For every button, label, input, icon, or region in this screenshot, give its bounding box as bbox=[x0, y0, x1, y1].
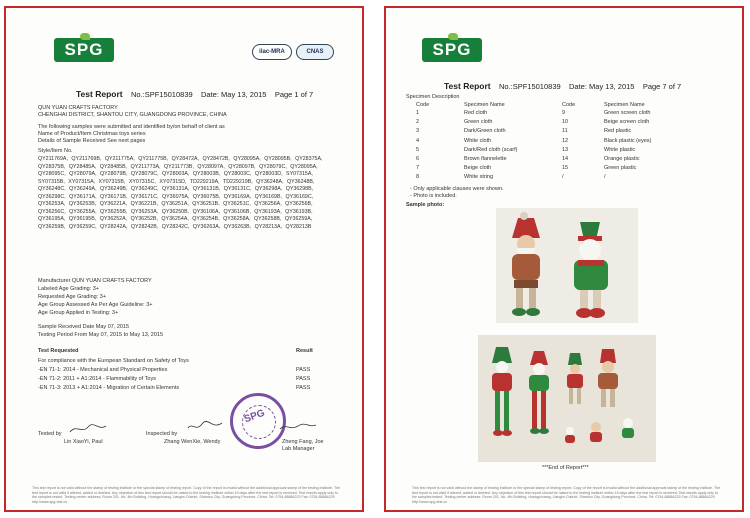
specimen-code: 7 bbox=[416, 165, 420, 172]
received-date: Sample Received Date May 07, 2015 bbox=[38, 324, 130, 330]
test-row: -EN 71-2: 2011 + A1:2014 - Flammability of Toys bbox=[38, 376, 156, 382]
labeled-age: Labeled Age Grading: 3+ bbox=[38, 286, 100, 292]
result-label: Result bbox=[296, 348, 313, 354]
tested-by-label: Tested by bbox=[38, 431, 62, 437]
specimen-name: White plastic bbox=[604, 146, 636, 153]
report-header bbox=[444, 81, 681, 91]
specimen-name: Brown flannelette bbox=[464, 156, 507, 162]
specimen-code: 14 bbox=[562, 156, 569, 162]
photo-note: - Photo is included. bbox=[410, 193, 457, 199]
specimen-code: 8 bbox=[416, 174, 420, 181]
specimen-name: Red cloth bbox=[464, 110, 488, 116]
test-result: PASS bbox=[296, 385, 311, 391]
style-codes: QY211769A, QY211769B, QY211775A, QY211775B, QY28472A, QY28472B, QY28095A, QY28095B, QY28375A, QY28375B, QY28485A, QY28485B, QY211773A, QY211773B, QY28097A, QY28097B, QY28079C, QY28095A, QY28095C, QY28079A, QY28079B, QY28079C, QY28003A, QY28003B, QY28003C, QY28003D, SY07315A, SY07315B, XY07315A, XY07315B, XY07315C, XY07315D, TD229219A, TD229219B, QY36248A, QY36248B, QY36248C, QY36249A, QY36249B, QY36249C, QY36131A, QY36131B, QY36131C, QY36298A, QY36298B, QY36298C, QY36171A, QY36171B, QY36171C, QY36075A, QY36075B, QY36169A, QY36169B, QY36169C, QY36253A, QY36253B, QY36221A, QY36221B, QY36251A, QY36251B, QY36251C, QY36256A, QY36256B, QY36256C, QY36255A, QY36255B, QY36253A, QY36250B, QY36106A, QY36106B, QY36193A, QY36193B, QY36195A, QY36195B, QY36252A, QY36252B, QY36254A, QY36254B, QY36258A, QY36258B, QY36259A, QY36259B, QY36259C, QY28242A, QY28242B, QY28242C, QY36263A, QY36263B, QY28213A, QY28213B bbox=[38, 156, 323, 230]
company-name: QUN YUAN CRAFTS FACTORY bbox=[38, 105, 118, 111]
specimen-name: Beige cloth bbox=[464, 165, 492, 172]
company-address: CHENGHAI DISTRICT, SHANTOU CITY, GUANGDONG PROVINCE, CHINA bbox=[38, 112, 227, 118]
inspected-by-name: Zhang WenXie, Wendy bbox=[164, 439, 221, 445]
requested-age: Requested Age Grading: 3+ bbox=[38, 294, 107, 300]
test-row: -EN 71-1: 2014 - Mechanical and Physical Properties bbox=[38, 367, 168, 373]
sample-details: Details of Sample Received See next pages bbox=[38, 138, 146, 144]
specimen-code: 1 bbox=[416, 110, 420, 116]
report-title: Test Report bbox=[444, 81, 491, 91]
test-requested-label: Test Requested bbox=[38, 348, 79, 354]
group-photo-image bbox=[478, 335, 656, 462]
specimen-code: 12 bbox=[562, 137, 569, 144]
report-date: Date: May 13, 2015 bbox=[201, 90, 267, 99]
test-row: -EN 71-3: 2013 + A1:2014 - Migration of Certain Elements bbox=[38, 385, 180, 391]
specimen-code: 2 bbox=[416, 119, 420, 126]
sample-photo-2 bbox=[478, 335, 656, 462]
approved-by-title: Lab Manager bbox=[282, 446, 315, 452]
report-page-7 bbox=[384, 6, 744, 512]
clause-note: - Only applicable clauses were shown. bbox=[410, 186, 504, 192]
assessed-age: Age Group Assessed As Per Age Guideline: 3+ bbox=[38, 302, 153, 308]
manufacturer: Manufacturer QUN YUAN CRAFTS FACTORY bbox=[38, 278, 152, 284]
approved-signature bbox=[278, 420, 318, 432]
page-number: Page 7 of 7 bbox=[642, 82, 682, 91]
specimen-name: White string bbox=[464, 174, 494, 181]
end-of-report: ***End of Report*** bbox=[542, 465, 589, 471]
spg-logo: SPG bbox=[422, 38, 482, 62]
specimen-description-label: Specimen Description bbox=[406, 94, 460, 100]
report-header bbox=[76, 89, 313, 99]
leaf-icon bbox=[448, 33, 458, 40]
code-header: Code bbox=[562, 102, 576, 108]
toys-photo-image bbox=[496, 208, 638, 323]
testing-period: Testing Period From May 07, 2015 to May 13, 2015 bbox=[38, 332, 164, 338]
sample-photo-label: Sample photo: bbox=[406, 202, 445, 208]
specimen-name: White cloth bbox=[464, 137, 492, 144]
specimen-name: Orange plastic bbox=[604, 156, 640, 162]
spg-logo: SPG bbox=[54, 38, 114, 62]
code-header: Code bbox=[416, 102, 430, 108]
leaf-icon bbox=[80, 33, 90, 40]
specimen-code: 4 bbox=[416, 137, 420, 144]
name-header: Specimen Name bbox=[604, 102, 645, 108]
specimen-name: Green plastic bbox=[604, 165, 637, 172]
specimen-name: Beige screen cloth bbox=[604, 119, 650, 126]
report-title: Test Report bbox=[76, 89, 123, 99]
specimen-name: / bbox=[604, 174, 606, 181]
specimen-name: Dark/Red cloth (scarf) bbox=[464, 146, 518, 153]
applied-age: Age Group Applied in Testing: 3+ bbox=[38, 310, 119, 316]
name-header: Specimen Name bbox=[464, 102, 505, 108]
specimen-code: 9 bbox=[562, 110, 566, 116]
specimen-code: / bbox=[562, 174, 564, 181]
test-result: PASS bbox=[296, 376, 311, 382]
sample-photo-1 bbox=[496, 208, 638, 323]
specimen-code: 6 bbox=[416, 156, 420, 162]
page-number: Page 1 of 7 bbox=[274, 90, 314, 99]
specimen-name: Green cloth bbox=[464, 119, 493, 126]
specimen-name: Red plastic bbox=[604, 128, 632, 135]
style-label: Style/Item No. bbox=[38, 148, 73, 154]
specimen-code: 3 bbox=[416, 128, 420, 135]
report-number: No.:SPF15010839 bbox=[498, 82, 561, 91]
inspected-by-label: Inspected by bbox=[146, 431, 178, 437]
approved-by-name: Zheng Fang, Joe bbox=[282, 439, 324, 445]
inspected-signature bbox=[186, 420, 226, 432]
specimen-code: 5 bbox=[416, 146, 420, 153]
tested-signature bbox=[68, 422, 108, 434]
product-name: Name of Product/Item Christmas toys series bbox=[38, 131, 146, 137]
specimen-code: 10 bbox=[562, 119, 569, 126]
intro-text: The following samples were submitted and identified by/on behalf of client as bbox=[38, 124, 225, 130]
tested-by-name: Lin XiaoYi, Paul bbox=[64, 439, 103, 445]
cnas-logo: CNAS bbox=[296, 44, 334, 60]
page-footer: This test report is not valid without the stamp of testing institute or the special stamp of testing report. Copy of the report is invalid without the additional approval stamp of the testing institute. The test report is not valid if altered, added or deleted. Any objection of this test report should be raised to the testing institute within 15 days after the test report is received. Test results apply only to the samples tested. Testing center address: Room 201, No. 4th Building, Huangchuang, Lianghu District, Shantou City, Guangdong Province, China. Tel: 0754-88884223 Fax: 0754-88884229 http://www.spg-test.cn bbox=[32, 486, 341, 504]
specimen-code: 13 bbox=[562, 146, 569, 153]
specimen-name: Green screen cloth bbox=[604, 110, 651, 116]
specimen-code: 15 bbox=[562, 165, 569, 172]
page-footer: This test report is not valid without the stamp of testing institute or the special stamp of testing report. Copy of the report is invalid without the additional approval stamp of the testing institute. The test report is not valid if altered, added or deleted. Any objection of this test report should be raised to the testing institute within 15 days after the test report is received. Test results apply only to the samples tested. Testing center address: Room 201, No. 4th Building, Huangchuang, Lianghu District, Shantou City, Guangdong Province, China. Tel: 0754-88884223 Fax: 0754-88884229 http://www.spg-test.cn bbox=[412, 486, 721, 504]
report-page-1 bbox=[4, 6, 364, 512]
test-result: PASS bbox=[296, 367, 311, 373]
report-date: Date: May 13, 2015 bbox=[569, 82, 635, 91]
compliance-text: For compliance with the European Standard on Safety of Toys bbox=[38, 358, 189, 364]
specimen-name: Dark/Green cloth bbox=[464, 128, 506, 135]
ilac-mra-logo: ilac-MRA bbox=[252, 44, 292, 60]
stamp-text: SPG bbox=[242, 407, 267, 426]
specimen-code: 11 bbox=[562, 128, 568, 135]
specimen-name: Black plastic (eyes) bbox=[604, 137, 652, 144]
report-number: No.:SPF15010839 bbox=[130, 90, 193, 99]
